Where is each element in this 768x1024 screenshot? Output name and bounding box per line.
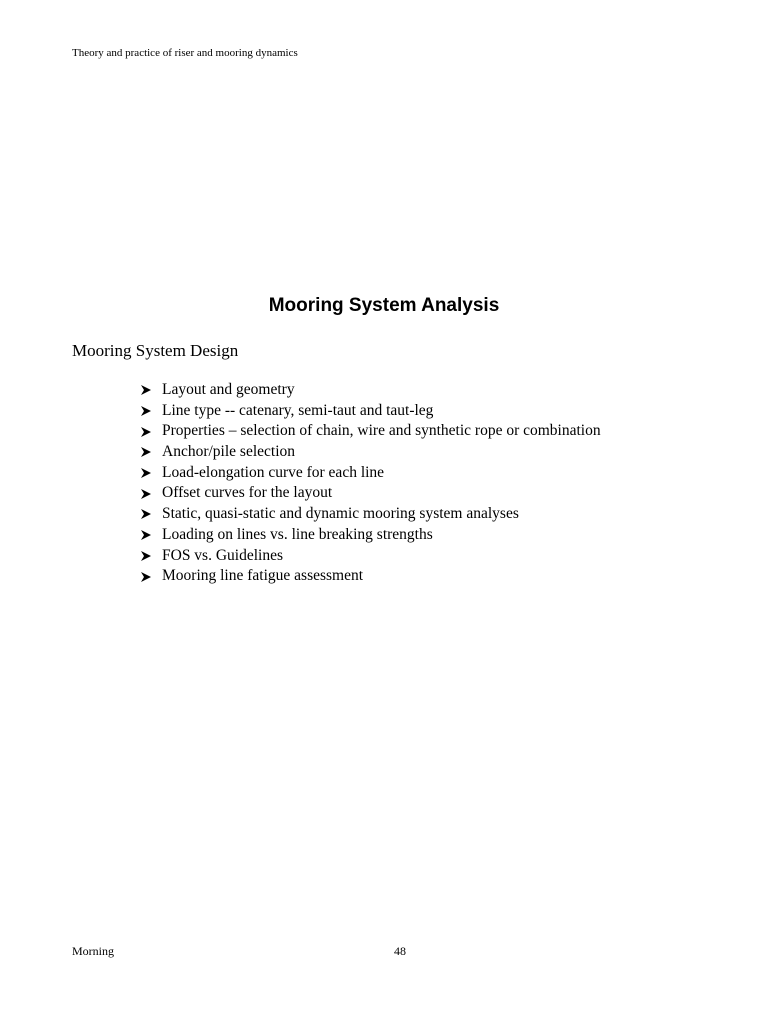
arrowhead-bullet-icon [140,380,154,401]
list-item [140,380,601,401]
list-item-text: Line type -- catenary, semi-taut and taut-leg [162,401,434,419]
list-item-text: Anchor/pile selection [162,443,295,461]
list-item-text: Load-elongation curve for each line [162,463,385,481]
list-item [140,463,601,484]
arrowhead-bullet-icon [140,546,154,567]
bullet-list [140,380,601,587]
list-item [140,525,601,546]
list-item [140,483,601,504]
list-item-text: Offset curves for the layout [162,484,333,502]
list-item [140,546,601,567]
list-item [140,442,601,463]
arrowhead-bullet-icon [140,401,154,422]
subsection-title: Mooring System Design [72,341,239,360]
footer-label: Morning [72,944,114,958]
arrowhead-bullet-icon [140,442,154,463]
list-item [140,504,601,525]
list-item-text: FOS vs. Guidelines [162,546,283,564]
list-item [140,401,601,422]
list-item [140,566,601,587]
list-item-text: Static, quasi-static and dynamic mooring system analyses [162,505,519,523]
arrowhead-bullet-icon [140,525,154,546]
running-header: Theory and practice of riser and mooring dynamics [72,47,298,59]
list-item-text: Mooring line fatigue assessment [162,567,364,585]
arrowhead-bullet-icon [140,463,154,484]
arrowhead-bullet-icon [140,566,154,587]
list-item [140,421,601,442]
arrowhead-bullet-icon [140,421,154,442]
arrowhead-bullet-icon [140,504,154,525]
section-title: Mooring System Analysis [268,295,500,316]
page-number: 48 [394,944,406,958]
arrowhead-bullet-icon [140,483,154,504]
list-item-text: Properties – selection of chain, wire and synthetic rope or combination [162,422,601,440]
list-item-text: Loading on lines vs. line breaking strengths [162,525,433,543]
list-item-text: Layout and geometry [162,381,295,398]
